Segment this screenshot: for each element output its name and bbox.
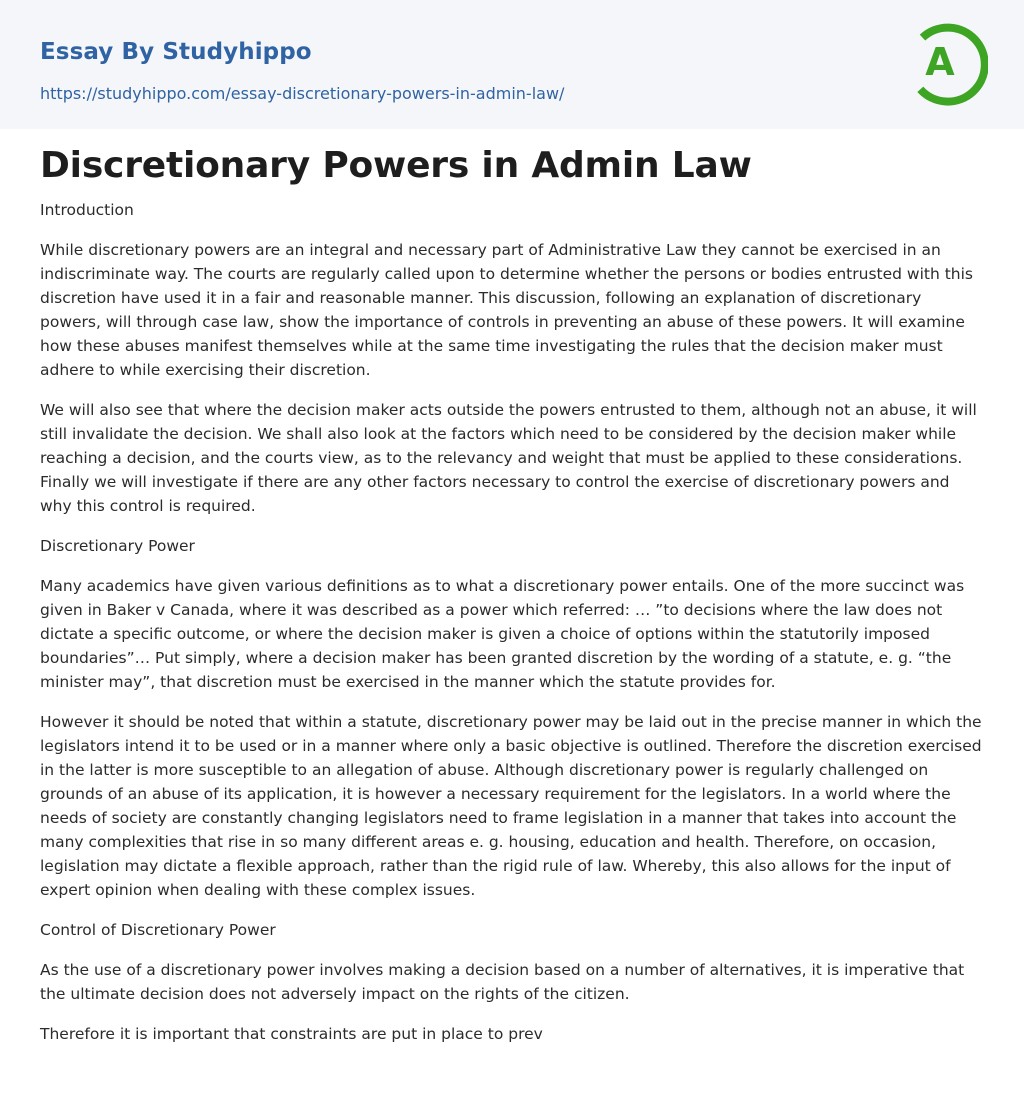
paragraph: Many academics have given various definitions as to what a discretionary power entails. One of the more succinct was given in Baker v Canada, where it was described as a power which referred: … ”to decisions where the law does not dictate a specific outcome, or where the decision maker is given a choice of options within the statutorily imposed boundaries”… Put simply, where a decision maker has been granted discretion by the wording of a statute, e. g. “the minister may”, that discretion must be exercised in the manner which the statute provides for.: [40, 577, 965, 691]
brand-title[interactable]: Essay By Studyhippo: [40, 39, 312, 65]
paragraph: However it should be noted that within a statute, discretionary power may be laid out in the precise manner in which the legislators intend it to be used or in a manner where only a basic objective is outlined. Therefore the discretion exercised in the latter is more susceptible to an allegation of abuse. Although discretionary power is regularly challenged on grounds of an abuse of its application, it is however a necessary requirement for the legislators. In a world where the needs of society are constantly changing legislators need to frame legislation in a manner that takes into account the many complexities that rise in so many different areas e. g. housing, education and health. Therefore, on occasion, legislation may dictate a flexible approach, rather than the rigid rule of law. Whereby, this also allows for the input of expert opinion when dealing with these complex issues.: [40, 713, 982, 899]
logo-letter: A: [925, 40, 955, 84]
paragraph: While discretionary powers are an integral and necessary part of Administrative Law they cannot be exercised in an indiscriminate way. The courts are regularly called upon to determine whether the persons or bodies entrusted with this discretion have used it in a fair and reasonable manner. This discussion, following an explanation of discretionary powers, will through case law, show the importance of controls in preventing an abuse of these powers. It will examine how these abuses manifest themselves while at the same time investigating the rules that the decision maker must adhere to while exercising their discretion.: [40, 241, 973, 379]
essay-body: [40, 198, 986, 1062]
section-heading-introduction: Introduction: [40, 201, 134, 219]
paragraph: As the use of a discretionary power involves making a decision based on a number of alternatives, it is imperative that the ultimate decision does not adversely impact on the rights of the citizen.: [40, 961, 965, 1003]
studyhippo-logo-icon[interactable]: [900, 18, 988, 106]
paragraph: We will also see that where the decision maker acts outside the powers entrusted to them, although not an abuse, it will still invalidate the decision. We shall also look at the factors which need to be considered by the decision maker while reaching a decision, and the courts view, as to the relevancy and weight that must be applied to these considerations. Finally we will investigate if there are any other factors necessary to control the exercise of discretionary powers and why this control is required.: [40, 401, 977, 515]
essay-title: Discretionary Powers in Admin Law: [40, 145, 752, 186]
paragraph-truncated: Therefore it is important that constraints are put in place to prev: [40, 1025, 543, 1043]
site-header: [0, 0, 1024, 129]
essay-url-link[interactable]: https://studyhippo.com/essay-discretionary-powers-in-admin-law/: [40, 84, 565, 103]
section-heading-control: Control of Discretionary Power: [40, 921, 276, 939]
section-heading-discretionary-power: Discretionary Power: [40, 537, 195, 555]
